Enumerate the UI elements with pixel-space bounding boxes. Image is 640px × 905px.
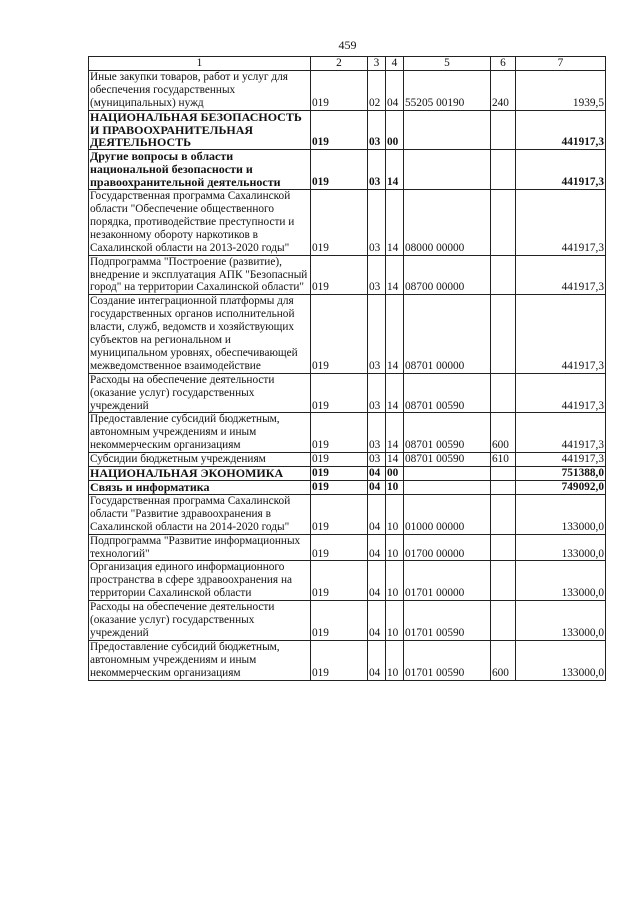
header-col-vr: 6	[491, 57, 516, 71]
row-ved-cell: 019	[311, 70, 368, 110]
header-col-sum: 7	[516, 57, 606, 71]
row-pr-cell: 14	[386, 295, 404, 373]
row-rz-cell: 02	[368, 70, 386, 110]
row-vr-cell	[491, 534, 516, 561]
row-name-cell: Организация единого информационного пространства в сфере здравоохранения на территории Сахалинской области	[89, 561, 311, 601]
table-row	[89, 453, 606, 467]
row-csr-cell: 01701 00590	[404, 601, 491, 641]
row-pr-cell: 10	[386, 494, 404, 534]
row-vr-cell	[491, 255, 516, 295]
row-rz-cell: 03	[368, 453, 386, 467]
row-vr-cell: 600	[491, 640, 516, 680]
row-name-cell: Подпрограмма "Построение (развитие), внедрение и эксплуатация АПК "Безопасный город" на территории Сахалинской области"	[89, 255, 311, 295]
row-pr-cell: 04	[386, 70, 404, 110]
row-sum-cell: 133000,0	[516, 494, 606, 534]
row-ved-cell: 019	[311, 295, 368, 373]
row-pr-cell: 10	[386, 640, 404, 680]
row-rz-cell: 04	[368, 494, 386, 534]
row-pr-cell: 10	[386, 481, 404, 495]
table-row	[89, 150, 606, 190]
row-sum-cell: 441917,3	[516, 110, 606, 150]
row-name-cell: Предоставление субсидий бюджетным, автономным учреждениям и иным некоммерческим организациям	[89, 413, 311, 453]
row-rz-cell: 04	[368, 640, 386, 680]
row-name-cell: Расходы на обеспечение деятельности (оказание услуг) государственных учреждений	[89, 601, 311, 641]
table-row	[89, 481, 606, 495]
row-pr-cell: 14	[386, 190, 404, 256]
row-rz-cell: 04	[368, 467, 386, 481]
table-row	[89, 494, 606, 534]
budget-table	[88, 56, 606, 681]
row-name-cell: Создание интеграционной платформы для государственных органов исполнительной власти, служб, ведомств и хозяйствующих субъектов на региональном и муниципальном уровнях, обеспечивающей межведомственное взаимодействие	[89, 295, 311, 373]
row-vr-cell	[491, 494, 516, 534]
row-csr-cell	[404, 110, 491, 150]
row-ved-cell: 019	[311, 255, 368, 295]
row-rz-cell: 03	[368, 413, 386, 453]
row-csr-cell	[404, 467, 491, 481]
row-ved-cell: 019	[311, 453, 368, 467]
row-csr-cell: 08701 00590	[404, 373, 491, 413]
row-rz-cell: 04	[368, 601, 386, 641]
row-rz-cell: 03	[368, 373, 386, 413]
table-row	[89, 561, 606, 601]
row-pr-cell: 14	[386, 255, 404, 295]
table-row	[89, 190, 606, 256]
row-rz-cell: 04	[368, 534, 386, 561]
row-ved-cell: 019	[311, 110, 368, 150]
row-sum-cell: 133000,0	[516, 561, 606, 601]
row-pr-cell: 14	[386, 453, 404, 467]
row-sum-cell: 751388,0	[516, 467, 606, 481]
row-vr-cell	[491, 190, 516, 256]
row-csr-cell: 08701 00590	[404, 453, 491, 467]
row-vr-cell: 240	[491, 70, 516, 110]
row-pr-cell: 00	[386, 110, 404, 150]
row-vr-cell: 610	[491, 453, 516, 467]
row-sum-cell: 749092,0	[516, 481, 606, 495]
row-name-cell: Иные закупки товаров, работ и услуг для обеспечения государственных (муниципальных) нужд	[89, 70, 311, 110]
row-csr-cell: 01701 00590	[404, 640, 491, 680]
row-sum-cell: 441917,3	[516, 373, 606, 413]
table-row	[89, 601, 606, 641]
row-rz-cell: 03	[368, 295, 386, 373]
row-ved-cell: 019	[311, 481, 368, 495]
row-vr-cell	[491, 481, 516, 495]
row-csr-cell: 01000 00000	[404, 494, 491, 534]
row-ved-cell: 019	[311, 561, 368, 601]
table-row	[89, 373, 606, 413]
table-row	[89, 467, 606, 481]
header-row	[89, 57, 606, 71]
row-sum-cell: 441917,3	[516, 150, 606, 190]
row-csr-cell	[404, 481, 491, 495]
row-name-cell: Субсидии бюджетным учреждениям	[89, 453, 311, 467]
row-sum-cell: 133000,0	[516, 534, 606, 561]
row-vr-cell	[491, 373, 516, 413]
row-csr-cell: 01700 00000	[404, 534, 491, 561]
table-row	[89, 640, 606, 680]
row-ved-cell: 019	[311, 601, 368, 641]
row-csr-cell: 01701 00000	[404, 561, 491, 601]
row-vr-cell	[491, 561, 516, 601]
row-rz-cell: 04	[368, 561, 386, 601]
row-ved-cell: 019	[311, 534, 368, 561]
table-row	[89, 295, 606, 373]
table-row	[89, 413, 606, 453]
row-pr-cell: 10	[386, 601, 404, 641]
row-csr-cell	[404, 150, 491, 190]
row-pr-cell: 10	[386, 534, 404, 561]
row-name-cell: Государственная программа Сахалинской области "Обеспечение общественного порядка, противодействие преступности и незаконному обороту наркотиков в Сахалинской области на 2013-2020 годы"	[89, 190, 311, 256]
row-rz-cell: 03	[368, 150, 386, 190]
row-name-cell: Подпрограмма "Развитие информационных технологий"	[89, 534, 311, 561]
row-sum-cell: 441917,3	[516, 295, 606, 373]
row-ved-cell: 019	[311, 467, 368, 481]
row-name-cell: Предоставление субсидий бюджетным, автономным учреждениям и иным некоммерческим организациям	[89, 640, 311, 680]
header-col-csr: 5	[404, 57, 491, 71]
row-name-cell: НАЦИОНАЛЬНАЯ БЕЗОПАСНОСТЬ И ПРАВООХРАНИТЕЛЬНАЯ ДЕЯТЕЛЬНОСТЬ	[89, 110, 311, 150]
row-ved-cell: 019	[311, 413, 368, 453]
header-col-ved: 2	[311, 57, 368, 71]
row-ved-cell: 019	[311, 494, 368, 534]
row-pr-cell: 00	[386, 467, 404, 481]
page-number: 459	[338, 38, 357, 52]
row-rz-cell: 04	[368, 481, 386, 495]
row-sum-cell: 441917,3	[516, 413, 606, 453]
row-vr-cell	[491, 467, 516, 481]
row-ved-cell: 019	[311, 640, 368, 680]
row-name-cell: НАЦИОНАЛЬНАЯ ЭКОНОМИКА	[89, 467, 311, 481]
row-pr-cell: 10	[386, 561, 404, 601]
row-sum-cell: 133000,0	[516, 601, 606, 641]
table-row	[89, 110, 606, 150]
table-row	[89, 255, 606, 295]
header-col-pr: 4	[386, 57, 404, 71]
row-sum-cell: 1939,5	[516, 70, 606, 110]
row-ved-cell: 019	[311, 190, 368, 256]
row-sum-cell: 133000,0	[516, 640, 606, 680]
header-col-rz: 3	[368, 57, 386, 71]
row-pr-cell: 14	[386, 413, 404, 453]
row-csr-cell: 08701 00000	[404, 295, 491, 373]
row-rz-cell: 03	[368, 190, 386, 256]
row-csr-cell: 55205 00190	[404, 70, 491, 110]
row-vr-cell	[491, 150, 516, 190]
row-ved-cell: 019	[311, 373, 368, 413]
row-name-cell: Расходы на обеспечение деятельности (оказание услуг) государственных учреждений	[89, 373, 311, 413]
row-vr-cell	[491, 110, 516, 150]
row-pr-cell: 14	[386, 373, 404, 413]
row-vr-cell	[491, 295, 516, 373]
row-sum-cell: 441917,3	[516, 255, 606, 295]
header-col-name: 1	[89, 57, 311, 71]
row-vr-cell	[491, 601, 516, 641]
row-rz-cell: 03	[368, 255, 386, 295]
row-sum-cell: 441917,3	[516, 190, 606, 256]
row-ved-cell: 019	[311, 150, 368, 190]
row-csr-cell: 08000 00000	[404, 190, 491, 256]
table-row	[89, 534, 606, 561]
row-vr-cell: 600	[491, 413, 516, 453]
row-pr-cell: 14	[386, 150, 404, 190]
row-rz-cell: 03	[368, 110, 386, 150]
row-sum-cell: 441917,3	[516, 453, 606, 467]
row-name-cell: Государственная программа Сахалинской области "Развитие здравоохранения в Сахалинской области на 2014-2020 годы"	[89, 494, 311, 534]
row-csr-cell: 08701 00590	[404, 413, 491, 453]
row-csr-cell: 08700 00000	[404, 255, 491, 295]
row-name-cell: Другие вопросы в области национальной безопасности и правоохранительной деятельности	[89, 150, 311, 190]
table-row	[89, 70, 606, 110]
row-name-cell: Связь и информатика	[89, 481, 311, 495]
